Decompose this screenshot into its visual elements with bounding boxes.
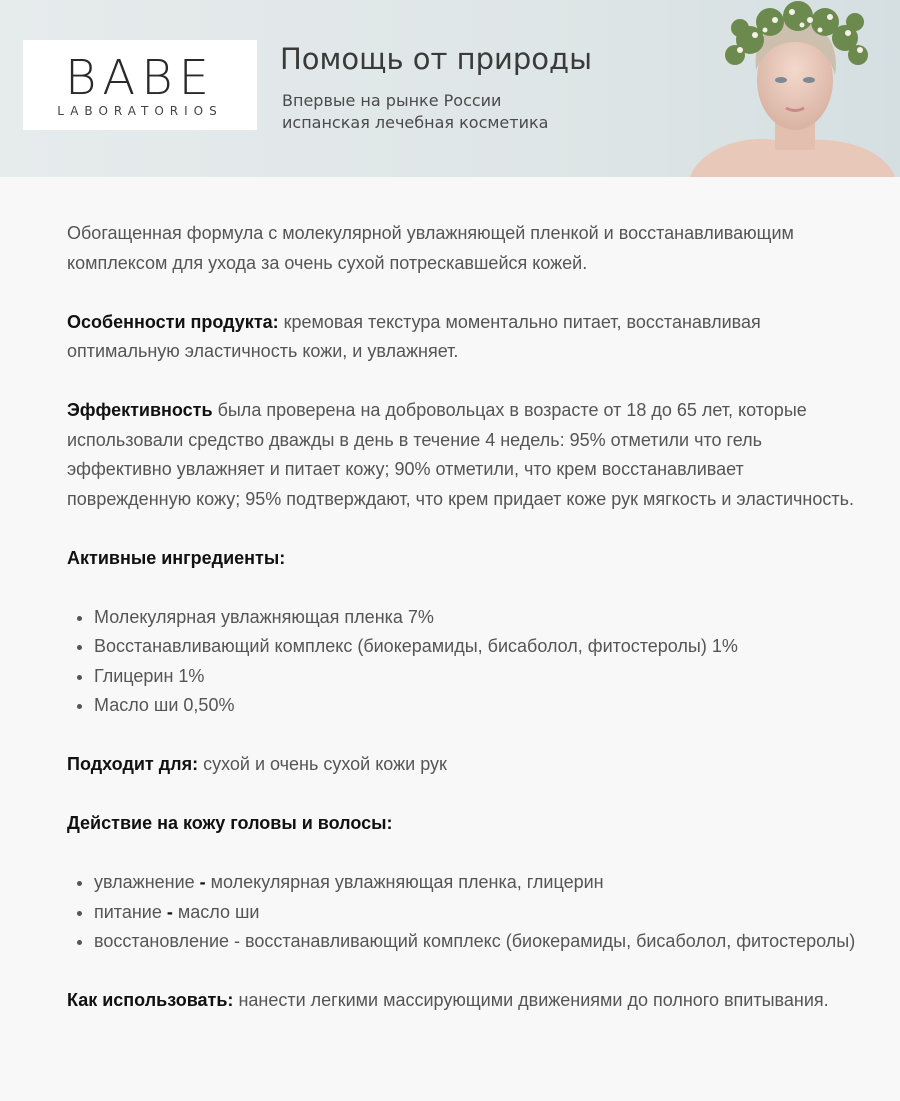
features-paragraph — [67, 308, 857, 367]
brand-logo[interactable] — [23, 40, 257, 130]
list-item: • Глицерин 1% — [94, 662, 857, 692]
efficacy-text: была проверена на добровольцах в возрасте от 18 до 65 лет, которые использовали средство дважды в день в течение 4 недель: 95% отметили что гель эффективно увлажняет и питает кожу; 90% отметили, что крем восстанавливает поврежденную кожу; 95% подтверждают, что крем придает коже рук мягкость и эластичность. — [67, 400, 854, 509]
features-text: кремовая текстура моментально питает, восстанавливая оптимальную эластичность кожи, и увлажняет. — [67, 311, 761, 361]
action-separator: - — [229, 931, 246, 951]
efficacy-paragraph — [67, 396, 857, 514]
action-separator: - — [194, 872, 211, 892]
action-desc: восстанавливающий комплекс (биокерамиды, бисаболол, фитостеролы) — [245, 931, 856, 951]
list-item — [94, 868, 857, 898]
logo-subtitle: LABORATORIOS — [57, 104, 223, 118]
action-desc: масло ши — [177, 901, 260, 922]
usage-paragraph — [67, 986, 857, 1016]
list-item: • Восстанавливающий комплекс (биокерамиды, бисаболол, фитостеролы) 1% — [94, 632, 857, 662]
suitable-label: Подходит для: — [67, 754, 199, 774]
list-item — [94, 898, 857, 928]
suitable-paragraph — [67, 750, 857, 780]
list-item: • Масло ши 0,50% — [94, 691, 857, 721]
list-item: • Молекулярная увлажняющая пленка 7% — [94, 603, 857, 633]
banner-subtitle-line: испанская лечебная косметика — [282, 113, 549, 132]
action-desc: молекулярная увлажняющая пленка, глицерин — [210, 872, 604, 892]
action-heading: Действие на кожу головы и волосы: — [67, 813, 393, 833]
usage-label: Как использовать: — [67, 990, 234, 1010]
action-separator: - — [161, 901, 178, 922]
intro-paragraph: Обогащенная формула с молекулярной увлажняющей пленкой и восстанавливающим комплексом для ухода за очень сухой потрескавшейся кожей. — [67, 223, 794, 273]
list-item — [94, 927, 857, 957]
logo-wordmark: BABE — [64, 50, 216, 106]
ingredients-heading: Активные ингредиенты: — [67, 547, 286, 568]
model-portrait-image — [680, 0, 900, 177]
banner-subtitle-line: Впервые на рынке России — [282, 91, 502, 110]
features-label: Особенности продукта: — [67, 311, 279, 332]
banner-title: Помощь от природы — [280, 42, 592, 76]
header-banner — [0, 0, 900, 177]
usage-text: нанести легкими массирующими движениями до полного впитывания. — [233, 990, 829, 1010]
product-description — [67, 219, 857, 1045]
efficacy-label: Эффективность — [67, 400, 213, 420]
action-name: восстановление — [94, 931, 230, 951]
suitable-text: сухой и очень сухой кожи рук — [198, 754, 447, 774]
banner-subtitle — [282, 90, 622, 134]
action-name: питание — [94, 901, 162, 922]
action-list — [67, 868, 857, 957]
ingredients-list — [67, 603, 857, 721]
action-name: увлажнение — [94, 872, 195, 892]
